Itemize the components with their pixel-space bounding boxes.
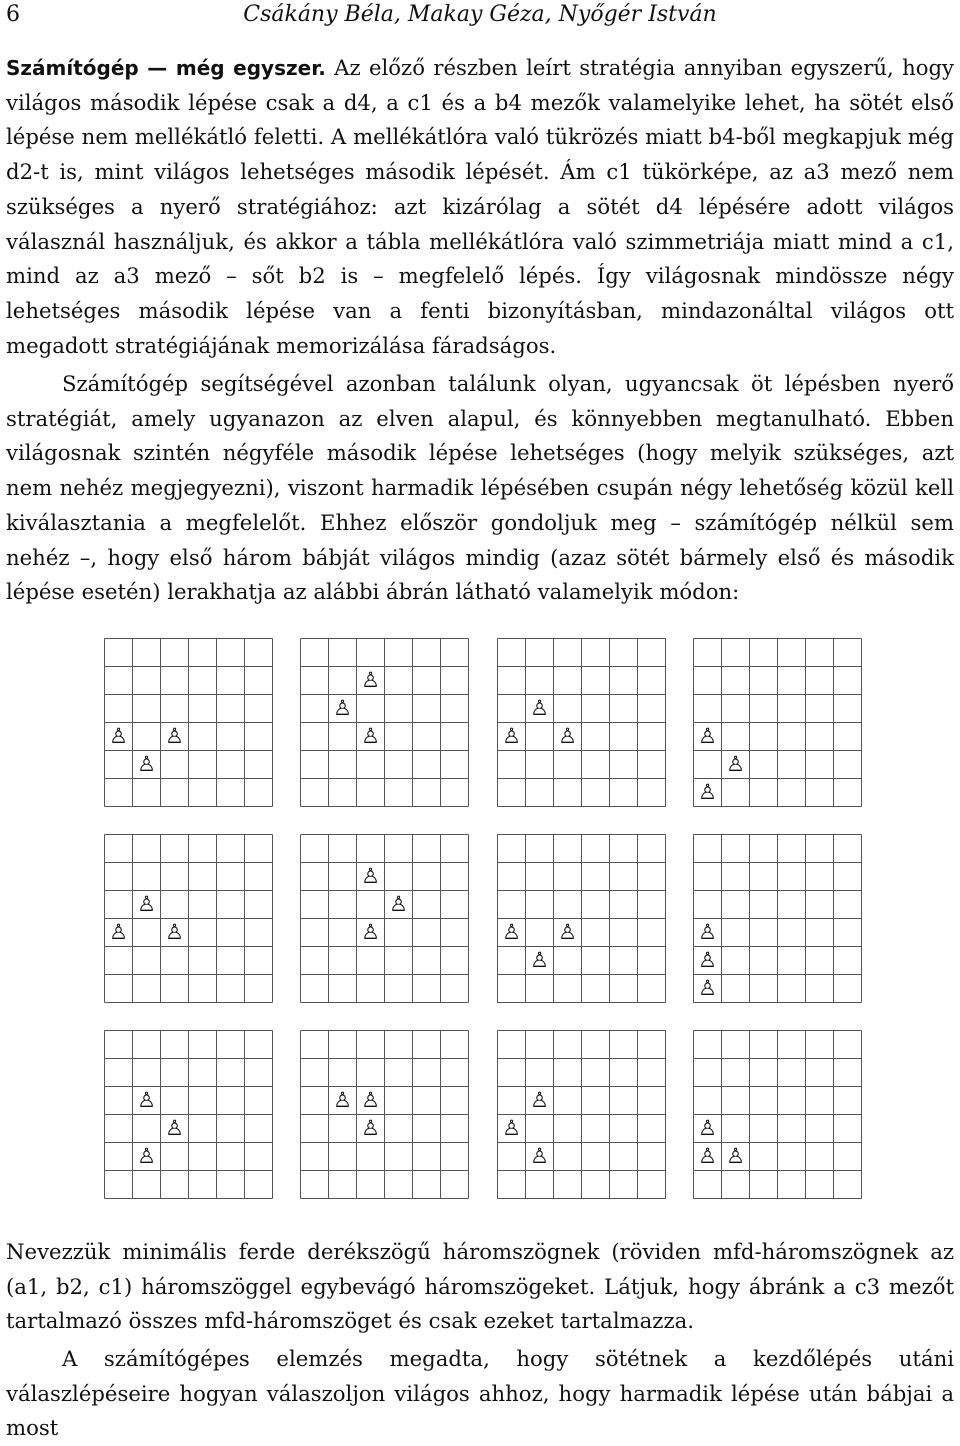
board-grid xyxy=(693,1030,862,1199)
page-number: 6 xyxy=(6,2,20,27)
white-pawn-icon: ♙ xyxy=(502,724,521,748)
board-grid xyxy=(104,638,273,807)
board-grid xyxy=(300,1030,469,1199)
white-pawn-icon: ♙ xyxy=(389,892,408,916)
chess-board-3 xyxy=(497,638,666,807)
white-pawn-icon: ♙ xyxy=(698,976,717,1000)
white-pawn-icon: ♙ xyxy=(137,892,156,916)
white-pawn-icon: ♙ xyxy=(165,724,184,748)
white-pawn-icon: ♙ xyxy=(698,1116,717,1140)
white-pawn-icon: ♙ xyxy=(726,1144,745,1168)
white-pawn-icon: ♙ xyxy=(165,1116,184,1140)
white-pawn-icon: ♙ xyxy=(361,920,380,944)
board-grid xyxy=(300,638,469,807)
running-head-authors: Csákány Béla, Makay Géza, Nyőgér István xyxy=(243,2,717,27)
paragraph-2-text: Számítógép segítségével azonban találunk olyan, ugyancsak öt lépésben nyerő stratégiát, amely ugyanazon az elven alapul, és könnyebben megtanulható. Ebben világosnak szintén négyféle második lépése lehetséges (hogy melyik szükséges, azt nem nehéz megjegyezni), viszont harmadik lépésében csupán négy lehetőség közül kell kiválasztania a megfelelőt. Ehhez először gondoljuk meg – számítógép nélkül sem nehéz –, hogy első három bábját világos mindig (azaz sötét bármely első és második lépése esetén) lerakhatja az alábbi ábrán látható valamelyik módon: xyxy=(6,371,954,605)
white-pawn-icon: ♙ xyxy=(361,1088,380,1112)
chess-board-8 xyxy=(693,834,862,1003)
white-pawn-icon: ♙ xyxy=(333,1088,352,1112)
chess-board-11 xyxy=(497,1030,666,1199)
white-pawn-icon: ♙ xyxy=(558,724,577,748)
white-pawn-icon: ♙ xyxy=(530,696,549,720)
paragraph-1-text: Az előző részben leírt stratégia annyiban egyszerű, hogy világos második lépése csak a d4, a c1 és a b4 mezők valamelyike lehet, ha sötét első lépése nem mellékátló feletti. A mellékátlóra való tükrözés miatt b4-ből megkapjuk még d2-t is, mint világos lehetséges második lépését. Ám c1 tükörképe, az a3 mező nem szükséges a nyerő stratégiához: azt kizárólag a sötét d4 lépésére adott világos válasznál használjuk, és akkor a tábla mellékátlóra való szimmetriája miatt mind a c1, mind az a3 mező – sőt b2 is – megfelelő lépés. Így világosnak mindössze négy lehetséges második lépése van a fenti bizonyításban, mindazonáltal világos ott megadott stratégiájának memorizálása fáradságos. xyxy=(6,55,955,358)
board-grid xyxy=(693,834,862,1003)
paragraph-3-text: Nevezzük minimális ferde derékszögű háromszögnek (röviden mfd-háromszögnek az (a1, b2, c1) háromszöggel egybevágó háromszögeket. Látjuk, hogy ábránk a c3 mezőt tartalmazó összes mfd-háromszöget és csak ezeket tartalmazza. xyxy=(6,1239,954,1334)
paragraph-runin-heading: Számítógép — még egyszer. xyxy=(6,56,326,80)
white-pawn-icon: ♙ xyxy=(726,752,745,776)
white-pawn-icon: ♙ xyxy=(109,920,128,944)
white-pawn-icon: ♙ xyxy=(530,1088,549,1112)
white-pawn-icon: ♙ xyxy=(137,1088,156,1112)
paragraph-2 xyxy=(6,367,954,610)
white-pawn-icon: ♙ xyxy=(558,920,577,944)
white-pawn-icon: ♙ xyxy=(530,1144,549,1168)
chess-board-9 xyxy=(104,1030,273,1199)
chess-board-6 xyxy=(300,834,469,1003)
white-pawn-icon: ♙ xyxy=(698,724,717,748)
white-pawn-icon: ♙ xyxy=(137,752,156,776)
white-pawn-icon: ♙ xyxy=(698,780,717,804)
figure-pawn-boards xyxy=(0,630,960,1210)
white-pawn-icon: ♙ xyxy=(502,920,521,944)
board-grid xyxy=(104,1030,273,1199)
chess-board-4 xyxy=(693,638,862,807)
paragraph-3 xyxy=(6,1235,954,1339)
white-pawn-icon: ♙ xyxy=(361,864,380,888)
board-grid xyxy=(497,1030,666,1199)
chess-board-2 xyxy=(300,638,469,807)
paragraph-1 xyxy=(6,51,954,363)
white-pawn-icon: ♙ xyxy=(109,724,128,748)
white-pawn-icon: ♙ xyxy=(698,948,717,972)
chess-board-1 xyxy=(104,638,273,807)
chess-board-10 xyxy=(300,1030,469,1199)
chess-board-5 xyxy=(104,834,273,1003)
white-pawn-icon: ♙ xyxy=(333,696,352,720)
white-pawn-icon: ♙ xyxy=(502,1116,521,1140)
white-pawn-icon: ♙ xyxy=(698,1144,717,1168)
page-header xyxy=(6,2,954,32)
white-pawn-icon: ♙ xyxy=(530,948,549,972)
white-pawn-icon: ♙ xyxy=(361,1116,380,1140)
paragraph-4-text: A számítógépes elemzés megadta, hogy sötétnek a kezdőlépés utáni válaszlépéseire hogyan válaszoljon világos ahhoz, hogy harmadik lépése után bábjai a most xyxy=(6,1346,954,1441)
white-pawn-icon: ♙ xyxy=(361,724,380,748)
white-pawn-icon: ♙ xyxy=(137,1144,156,1168)
board-grid xyxy=(497,638,666,807)
white-pawn-icon: ♙ xyxy=(361,668,380,692)
board-grid xyxy=(104,834,273,1003)
board-grid xyxy=(497,834,666,1003)
white-pawn-icon: ♙ xyxy=(165,920,184,944)
chess-board-7 xyxy=(497,834,666,1003)
paragraph-4 xyxy=(6,1342,954,1446)
board-grid xyxy=(693,638,862,807)
white-pawn-icon: ♙ xyxy=(698,920,717,944)
chess-board-12 xyxy=(693,1030,862,1199)
board-grid xyxy=(300,834,469,1003)
